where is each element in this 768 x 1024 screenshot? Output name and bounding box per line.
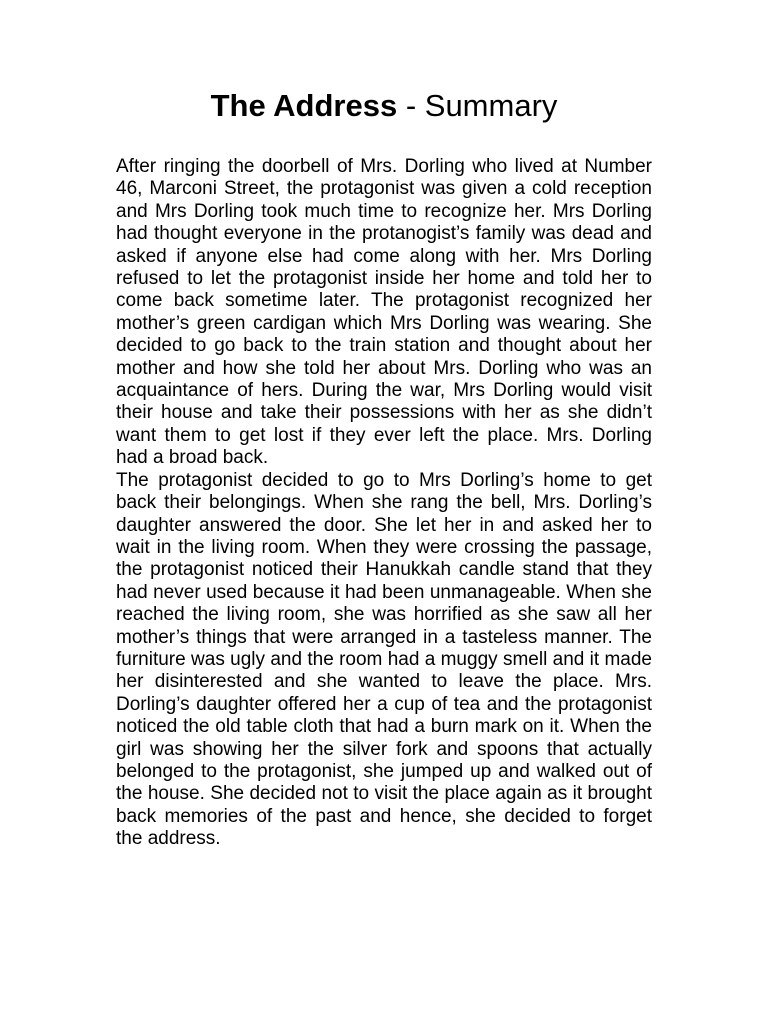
summary-paragraph-1: After ringing the doorbell of Mrs. Dorling who lived at Number 46, Marconi Street, the protagonist was given a cold reception and Mrs Dorling took much time to recognize her. Mrs Dorling had thought everyone in the protanogist’s family was dead and asked if anyone else had come along with her. Mrs Dorling refused to let the protagonist inside her home and told her to come back sometime later. The protagonist recognized her mother’s green cardigan which Mrs Dorling was wearing. She decided to go back to the train station and thought about her mother and how she told her about Mrs. Dorling who was an acquaintance of hers. During the war, Mrs Dorling would visit their house and take their possessions with her as she didn’t want them to get lost if they ever left the place. Mrs. Dorling had a broad back. <box>116 156 652 469</box>
title-main: The Address <box>210 88 398 123</box>
page-title <box>0 86 768 126</box>
summary-body <box>116 156 652 851</box>
summary-paragraph-2: The protagonist decided to go to Mrs Dorling’s home to get back their belongings. When she rang the bell, Mrs. Dorling’s daughter answered the door. She let her in and asked her to wait in the living room. When they were crossing the passage, the protagonist noticed their Hanukkah candle stand that they had never used because it had been unmanageable. When she reached the living room, she was horrified as she saw all her mother’s things that were arranged in a tasteless manner. The furniture was ugly and the room had a muggy smell and it made her disinterested and she wanted to leave the place. Mrs. Dorling’s daughter offered her a cup of tea and the protagonist noticed the old table cloth that had a burn mark on it. When the girl was showing her the silver fork and spoons that actually belonged to the protagonist, she jumped up and walked out of the house. She decided not to visit the place again as it brought back memories of the past and hence, she decided to forget the address. <box>116 469 652 850</box>
title-subtitle: - Summary <box>397 88 558 123</box>
